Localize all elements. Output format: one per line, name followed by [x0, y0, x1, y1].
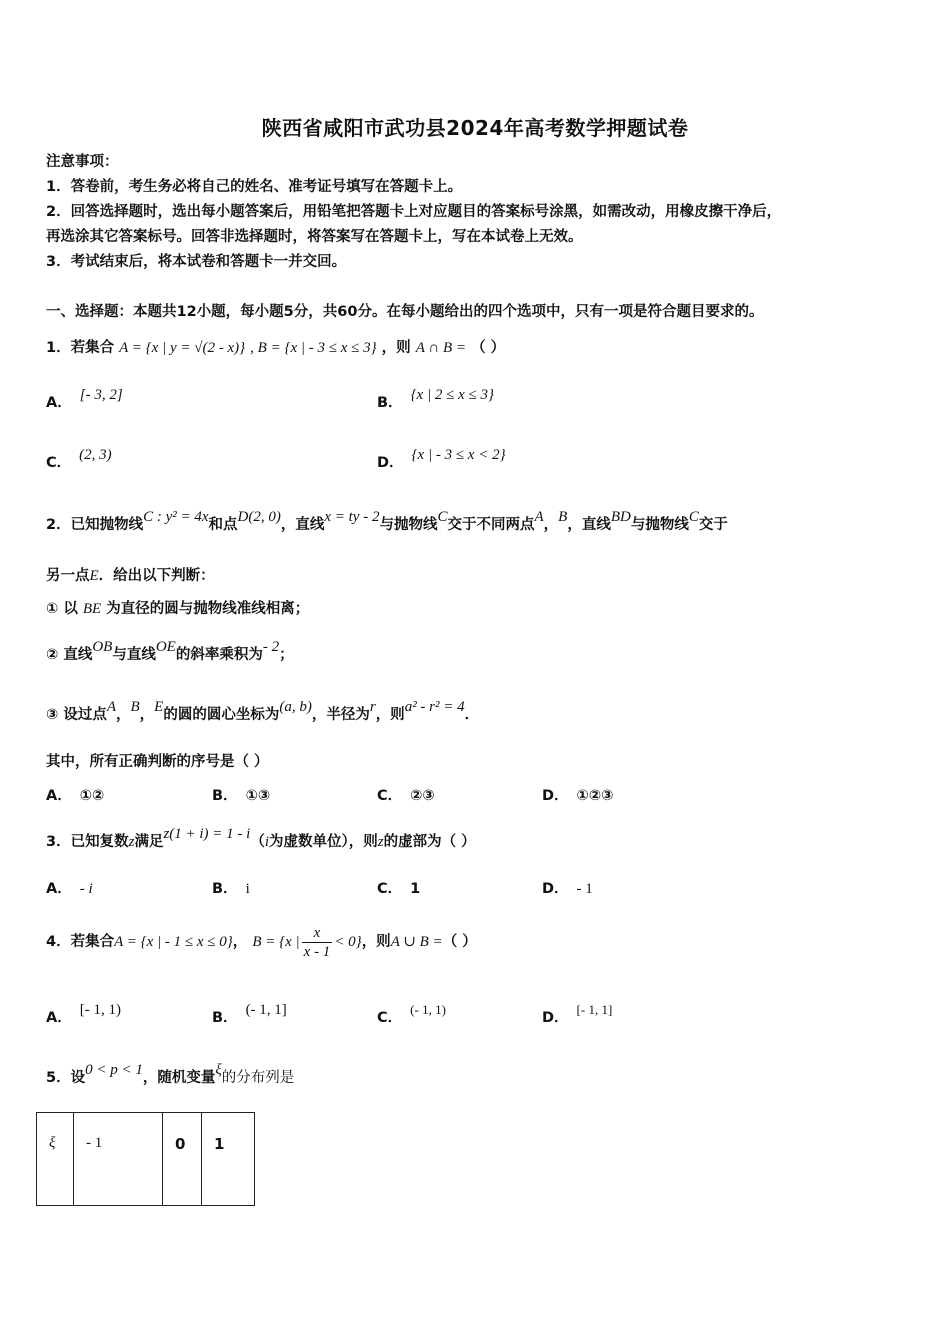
- q2-math: B: [130, 699, 140, 715]
- q2-math: E: [154, 699, 164, 715]
- option-label: D．: [377, 455, 404, 471]
- table-cell: 0: [163, 1113, 202, 1206]
- table-cell: 1: [202, 1113, 255, 1206]
- notice-heading: 注意事项：: [46, 154, 119, 170]
- q2-text: 的斜率乘积为: [175, 647, 263, 663]
- q5-text: 5．设: [46, 1070, 86, 1086]
- q2-math: A: [106, 699, 116, 715]
- option-value: [- 1, 1]: [576, 1002, 613, 1017]
- q2-math: A: [534, 509, 544, 525]
- option-value: {x | - 3 ≤ x < 2}: [411, 447, 506, 463]
- q3-text: 为虚数单位），则: [269, 834, 378, 850]
- page-title: 陕西省咸阳市武功县2024年高考数学押题试卷: [261, 116, 689, 140]
- q3-text: 的虚部为（ ）: [383, 834, 476, 850]
- option-label: A．: [46, 1010, 72, 1026]
- q3-math: i: [264, 834, 270, 850]
- table-cell: ξ: [37, 1113, 74, 1206]
- option-label: D．: [542, 1010, 569, 1026]
- table-row: [37, 1113, 255, 1206]
- q2-text: ；: [279, 647, 294, 663]
- option-label: A．: [46, 788, 72, 804]
- q2-text: 另一点: [46, 568, 90, 584]
- option-value: (- 1, 1): [410, 1002, 446, 1017]
- q5-text: ，随机变量: [142, 1070, 216, 1086]
- option-label: B．: [212, 1010, 238, 1026]
- q2-text: 与抛物线: [630, 517, 689, 533]
- option-value: ①③: [245, 788, 271, 804]
- q5-text: 的分布列是: [221, 1070, 295, 1086]
- q2-math: C : y² = 4x: [143, 509, 209, 525]
- q1-option-d[interactable]: [377, 447, 506, 473]
- q4-set-a: A = {x | - 1 ≤ x ≤ 0}: [114, 934, 233, 950]
- q4-set-b-prefix: B = {x |: [252, 934, 300, 950]
- q2-math: E: [89, 568, 99, 584]
- q2-text: ③ 设过点: [46, 707, 107, 723]
- q2-text: 与直线: [112, 647, 156, 663]
- q1-blank: （ ）: [471, 340, 506, 356]
- question-4: [46, 922, 910, 962]
- q2-option-a[interactable]: [46, 786, 104, 806]
- q4-blank: （ ）: [442, 934, 477, 950]
- option-value: ②③: [410, 788, 435, 804]
- q2-text: ，半径为: [311, 707, 370, 723]
- q4-fraction: [302, 924, 333, 961]
- q4-option-a[interactable]: [46, 1002, 121, 1028]
- q1-option-a[interactable]: [46, 387, 123, 413]
- q1-set-a: A = {x | y = √(2 - x)}: [119, 340, 246, 356]
- q2-math: x = ty - 2: [324, 509, 380, 525]
- option-value: [- 3, 2]: [79, 387, 123, 403]
- option-value: - 1: [576, 881, 593, 897]
- notice-item: 2．回答选择题时，选出每小题答案后，用铅笔把答题卡上对应题目的答案标号涂黑，如需改动，用橡皮擦干净后，: [46, 204, 782, 220]
- q2-option-d[interactable]: [542, 786, 613, 806]
- option-label: B．: [212, 788, 238, 804]
- q2-judgement-2: [46, 639, 910, 665]
- q1-expression: A ∩ B =: [415, 340, 466, 356]
- q2-judgement-3: [46, 699, 910, 725]
- q4-text: ，: [232, 934, 248, 950]
- option-label: D．: [542, 881, 569, 897]
- q4-option-c[interactable]: [377, 1002, 446, 1028]
- q1-then: ，则: [381, 340, 411, 356]
- q2-math: r: [369, 699, 376, 715]
- q2-math: BE: [82, 601, 102, 617]
- option-label: D．: [542, 788, 569, 804]
- q3-math: z: [377, 834, 384, 850]
- q2-judgement-1: [46, 599, 910, 619]
- q2-text: ② 直线: [46, 647, 93, 663]
- q3-option-b[interactable]: [212, 879, 250, 899]
- q2-text: ，: [543, 517, 559, 533]
- fraction-denominator: x - 1: [303, 943, 331, 960]
- option-value: i: [245, 881, 250, 897]
- q2-option-c[interactable]: [377, 786, 435, 806]
- question-2-line-2: [46, 566, 910, 586]
- notice-item: 3．考试结束后，将本试卷和答题卡一并交回。: [46, 254, 347, 270]
- question-3: [46, 826, 910, 852]
- notice-item: 1．答卷前，考生务必将自己的姓名、准考证号填写在答题卡上。: [46, 179, 463, 195]
- q2-math: B: [558, 509, 568, 525]
- option-value: {x | 2 ≤ x ≤ 3}: [410, 387, 494, 403]
- section-heading: 一、选择题：本题共12小题，每小题5分，共60分。在每小题给出的四个选项中，只有一项是符合题目要求的。: [46, 304, 764, 320]
- q4-text: 4．若集合: [46, 934, 115, 950]
- option-value: 1: [410, 881, 421, 897]
- q2-math: OB: [92, 639, 113, 655]
- option-value: [- 1, 1): [79, 1002, 121, 1018]
- option-value: ①②: [79, 788, 105, 804]
- option-label: B．: [212, 881, 238, 897]
- q3-text: （: [250, 834, 265, 850]
- q4-option-b[interactable]: [212, 1002, 287, 1028]
- q1-set-b: , B = {x | - 3 ≤ x ≤ 3}: [250, 340, 377, 356]
- q4-text: ，则: [361, 934, 391, 950]
- q2-text: 与抛物线: [379, 517, 438, 533]
- q4-expression: A ∪ B =: [390, 934, 443, 950]
- option-label: B．: [377, 395, 403, 411]
- option-label: C．: [377, 788, 403, 804]
- q2-text: 2．已知抛物线: [46, 517, 144, 533]
- option-value: (- 1, 1]: [245, 1002, 287, 1018]
- q2-text: 和点: [208, 517, 238, 533]
- q1-prefix: 1．若集合: [46, 340, 115, 356]
- q2-text: ，则: [375, 707, 405, 723]
- question-2: [46, 509, 910, 535]
- question-5: [46, 1062, 910, 1088]
- option-label: C．: [377, 881, 403, 897]
- q1-option-b[interactable]: [377, 387, 494, 413]
- option-label: A．: [46, 881, 72, 897]
- notice-item: 再选涂其它答案标号。回答非选择题时，将答案写在答题卡上，写在本试卷上无效。: [46, 229, 583, 245]
- q2-ask: 其中，所有正确判断的序号是（ ）: [46, 754, 269, 770]
- q2-text: ．给出以下判断：: [98, 568, 215, 584]
- q3-math: z: [128, 834, 135, 850]
- q2-text: ，直线: [567, 517, 611, 533]
- option-value: ①②③: [576, 788, 614, 804]
- table-cell: - 1: [74, 1113, 163, 1206]
- q2-option-b[interactable]: [212, 786, 270, 806]
- fraction-numerator: x: [302, 924, 333, 943]
- option-label: C．: [377, 1010, 403, 1026]
- option-label: C．: [46, 455, 72, 471]
- q3-equation: z(1 + i) = 1 - i: [163, 826, 251, 842]
- q2-text: 的圆的圆心坐标为: [163, 707, 280, 723]
- option-label: A．: [46, 395, 72, 411]
- q2-text: ，直线: [280, 517, 325, 533]
- q3-option-c[interactable]: [377, 879, 420, 899]
- q2-text: ，: [116, 707, 131, 723]
- option-value: - i: [79, 881, 93, 897]
- q3-option-d[interactable]: [542, 879, 593, 899]
- q5-math: 0 < p < 1: [85, 1062, 143, 1078]
- q2-math: BD: [610, 509, 631, 525]
- distribution-table: [36, 1112, 255, 1206]
- q1-option-c[interactable]: [46, 447, 112, 473]
- q2-math: C: [437, 509, 448, 525]
- q2-math: a² - r² = 4: [404, 699, 465, 715]
- q2-text: 交于不同两点: [447, 517, 535, 533]
- q2-text: ① 以: [46, 601, 78, 617]
- q5-math: ξ: [215, 1062, 222, 1078]
- q3-text: 满足: [134, 834, 164, 850]
- q2-math: - 2: [262, 639, 280, 655]
- q4-set-b-suffix: < 0}: [334, 934, 362, 950]
- option-value: (2, 3): [79, 447, 112, 463]
- question-1: [46, 338, 910, 358]
- q3-option-a[interactable]: [46, 879, 93, 899]
- q2-math: (a, b): [279, 699, 312, 715]
- q4-option-d[interactable]: [542, 1002, 613, 1028]
- q2-text: 为直径的圆与抛物线准线相离；: [106, 601, 310, 617]
- q2-text: ，: [139, 707, 155, 723]
- q2-math: C: [688, 509, 699, 525]
- q2-math: D(2, 0): [237, 509, 281, 525]
- q2-text: 交于: [698, 517, 728, 533]
- q3-text: 3．已知复数: [46, 834, 129, 850]
- q2-text: ．: [464, 707, 480, 723]
- q2-math: OE: [155, 639, 176, 655]
